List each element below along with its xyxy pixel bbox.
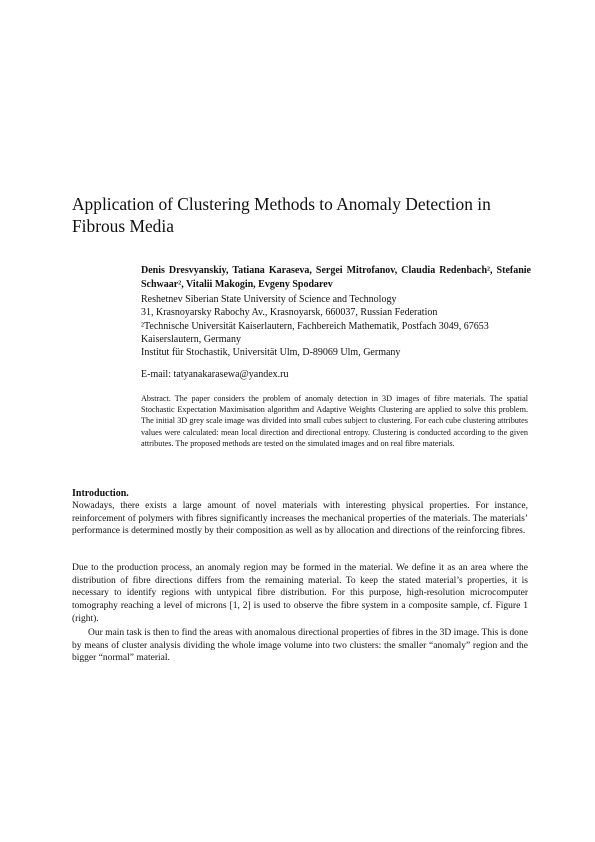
affiliations [141,293,531,359]
section-heading-introduction: Introduction. [72,488,129,499]
abstract: Abstract. The paper considers the problem of anomaly detection in 3D images of fibre materials. The spatial Stochastic Expectation Maximisation algorithm and Adaptive Weights Clustering are applied to solve this problem. The initial 3D grey scale image was divided into small cubes subject to clustering. For each cube clustering attributes values were calculated: mean local direction and directional entropy. Clustering is conducted according to the given attributes. The proposed methods are tested on the simulated images and on real fibre materials. [141,394,528,448]
body-paragraph: Due to the production process, an anomaly region may be formed in the material. We define it as an area where the distribution of fibre directions differs from the remaining material. To keep the stated material’s properties, it is necessary to identify regions with untypical fibre distribution. For this purpose, high-resolution microcomputer tomography reaching a level of microns [1, 2] is used to observe the fibre system in a composite sample, cf. Figure 1 (right). [72,563,528,624]
author-list: Denis Dresvyanskiy, Tatiana Karaseva, Sergei Mitrofanov, Claudia Redenbach², Stefanie Schwaar², Vitalii Makogin, Evgeny Spodarev [141,265,531,290]
affiliation-1-address: 31, Krasnoyarsky Rabochy Av., Krasnoyarsk, 660037, Russian Federation [141,307,438,319]
body-paragraph: Our main task is then to find the areas with anomalous directional properties of fibres in the 3D image. This is done by means of cluster analysis dividing the whole image volume into two clusters: the smaller “anomaly” region and the bigger “normal” material. [72,628,528,664]
affiliation-1: Reshetnev Siberian State University of Science and Technology [141,294,397,305]
body-paragraph: Nowadays, there exists a large amount of novel materials with interesting physical properties. For instance, reinforcement of polymers with fibres significantly increases the mechanical properties of the materials. The materials’ performance is determined mostly by their composition as well as by allocation and directions of the reinforcing fibres. [72,501,528,537]
affiliation-3: Institut für Stochastik, Universität Ulm, D-89069 Ulm, Germany [141,347,401,359]
contact-email: E-mail: tatyanakarasewa@yandex.ru [141,369,289,380]
affiliation-2: ²Technische Universität Kaiserlautern, Fachbereich Mathematik, Postfach 3049, 67653 Kaiserslautern, Germany [141,320,489,345]
paper-title: Application of Clustering Methods to Anomaly Detection in Fibrous Media [72,194,491,236]
